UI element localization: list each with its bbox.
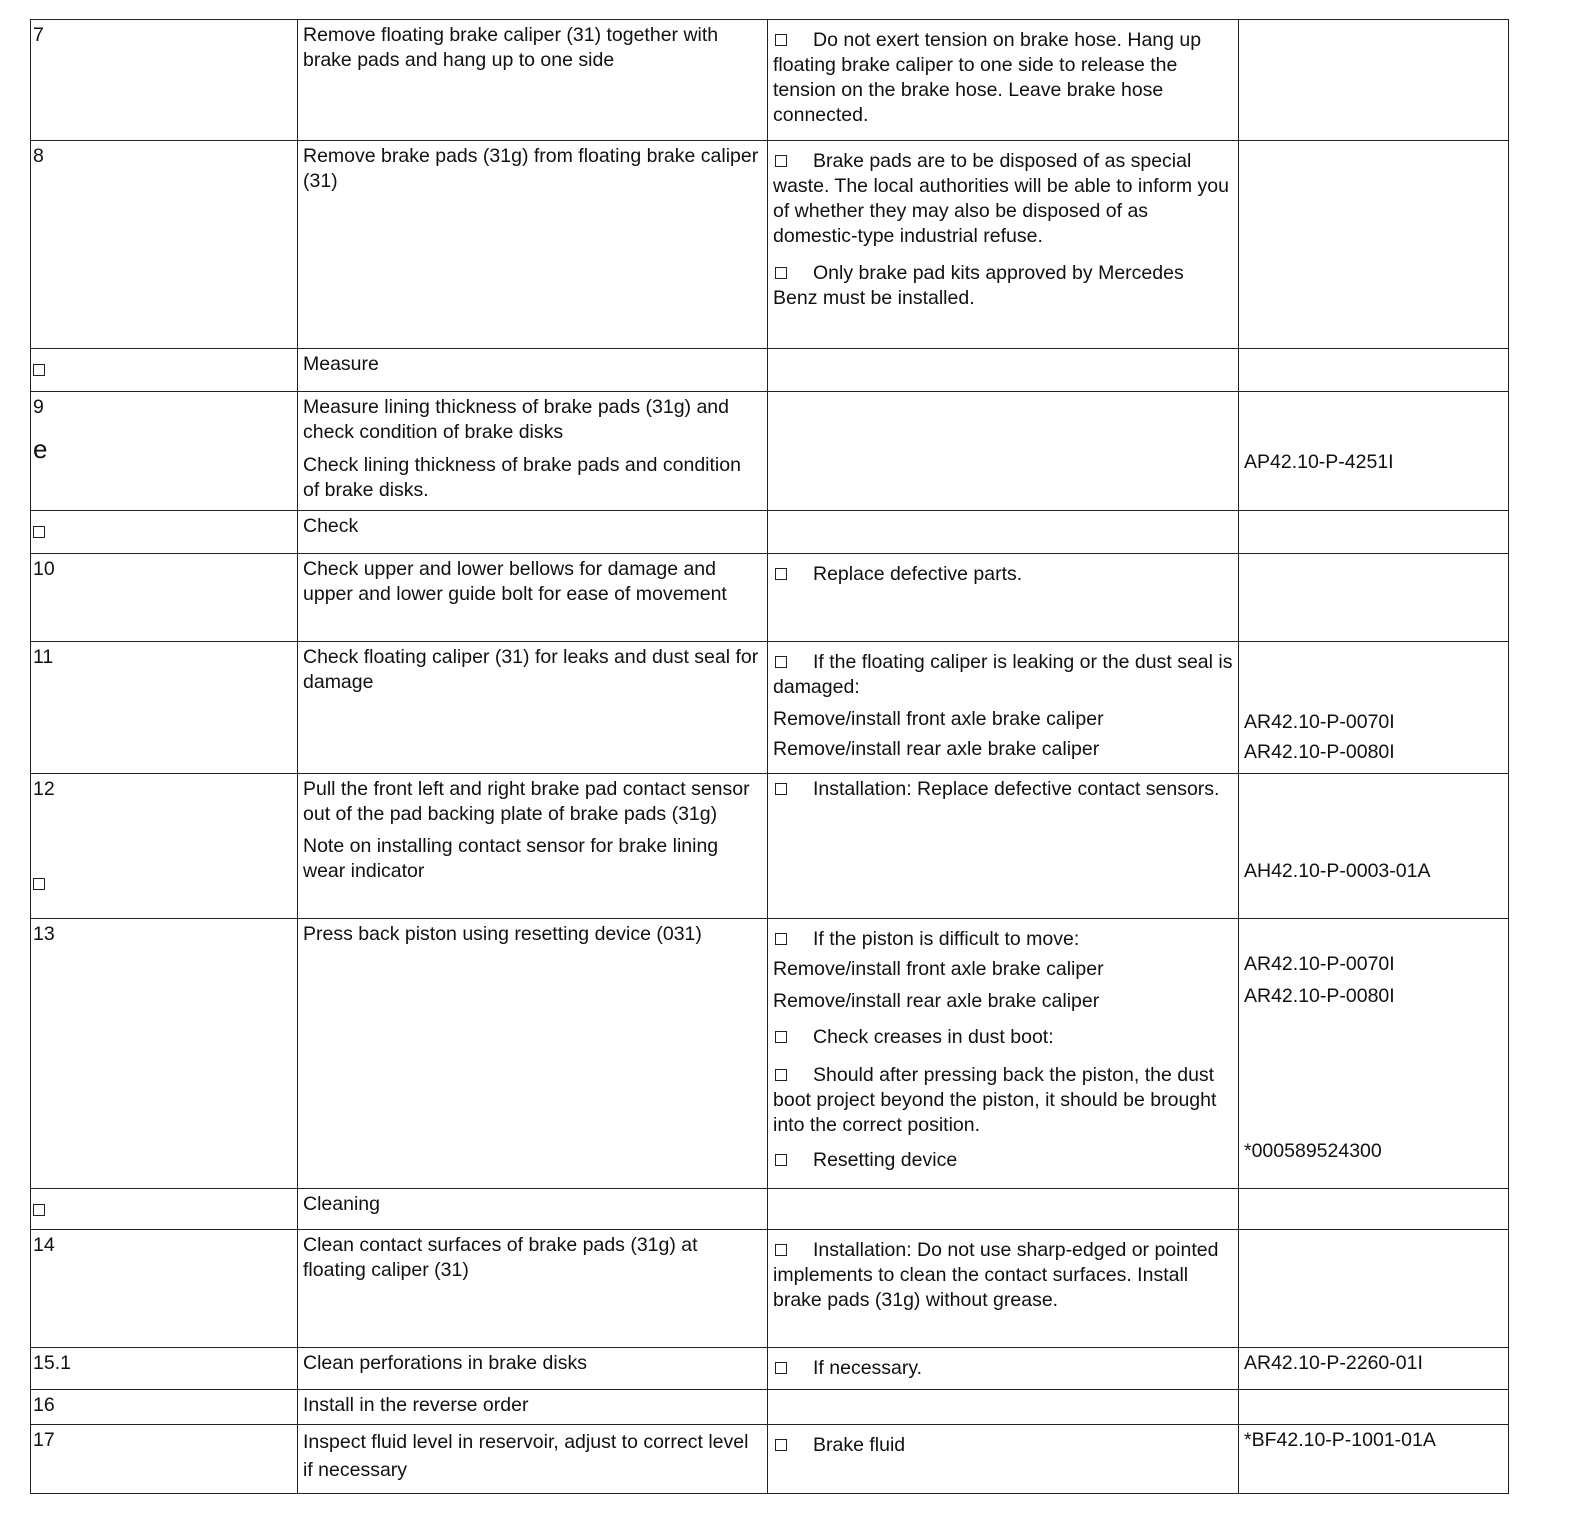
section-reference <box>1239 1189 1509 1230</box>
reference-link[interactable]: AR42.10-P-0080I <box>1244 741 1395 763</box>
section-notes <box>768 349 1239 392</box>
step-notes <box>768 1230 1239 1348</box>
table-row <box>31 20 1509 141</box>
step-reference <box>1239 1348 1509 1390</box>
reference-link[interactable]: *BF42.10-P-1001-01A <box>1244 1429 1436 1451</box>
step-notes <box>768 774 1239 919</box>
checkbox-icon <box>775 267 787 279</box>
checkbox-icon <box>775 1154 787 1166</box>
checkbox-icon <box>775 656 787 668</box>
section-title: Cleaning <box>298 1189 768 1230</box>
note-text: If necessary. <box>813 1357 923 1379</box>
reference-link[interactable]: AR42.10-P-0080I <box>1244 985 1395 1007</box>
reference-link[interactable]: AR42.10-P-0070I <box>1244 953 1395 975</box>
note-text: Resetting device <box>813 1149 958 1171</box>
note-text: Brake pads are to be disposed of as special waste. The local authorities will be able to inform you of whether they may also be disposed of as domestic-type industrial refuse. <box>773 150 1229 247</box>
note-text: Brake fluid <box>813 1434 906 1456</box>
step-notes <box>768 20 1239 141</box>
note-text: Replace defective parts. <box>813 563 1023 585</box>
checkbox-icon <box>775 568 787 580</box>
note-text: Installation: Replace defective contact sensors. <box>813 778 1220 800</box>
step-instruction: Clean contact surfaces of brake pads (31g) at floating caliper (31) <box>298 1230 768 1348</box>
reference-link[interactable]: AH42.10-P-0003-01A <box>1244 860 1431 882</box>
reference-link[interactable]: AP42.10-P-4251I <box>1244 451 1394 473</box>
step-reference <box>1239 141 1509 349</box>
note-text: Do not exert tension on brake hose. Hang up floating brake caliper to one side to release the tension on the brake hose. Leave brake hose connected. <box>773 29 1202 126</box>
step-number-text: 9 <box>33 396 44 418</box>
procedure-link[interactable]: Remove/install front axle brake caliper <box>773 958 1104 980</box>
step-number: 14 <box>31 1230 298 1348</box>
step-reference <box>1239 774 1509 919</box>
checkbox-icon <box>775 155 787 167</box>
checkbox-icon <box>775 1031 787 1043</box>
step-reference <box>1239 642 1509 774</box>
tool-reference-link[interactable]: *000589524300 <box>1244 1140 1382 1162</box>
note-text: Check creases in dust boot: <box>813 1026 1054 1048</box>
step-instruction <box>298 774 768 919</box>
table-row <box>31 642 1509 774</box>
step-notes <box>768 1390 1239 1425</box>
step-text: Check lining thickness of brake pads and condition of brake disks. <box>303 454 741 501</box>
step-reference <box>1239 919 1509 1189</box>
step-notes <box>768 1348 1239 1390</box>
step-notes <box>768 392 1239 511</box>
section-reference <box>1239 511 1509 554</box>
step-reference <box>1239 20 1509 141</box>
step-instruction: Remove brake pads (31g) from floating brake caliper (31) <box>298 141 768 349</box>
checkbox-icon <box>775 933 787 945</box>
section-marker <box>31 1189 298 1230</box>
section-row <box>31 1189 1509 1230</box>
reference-link[interactable]: AR42.10-P-2260-01I <box>1244 1352 1423 1374</box>
table-row <box>31 1425 1509 1494</box>
step-instruction: Press back piston using resetting device (031) <box>298 919 768 1189</box>
step-text: Measure lining thickness of brake pads (31g) and check condition of brake disks <box>303 396 729 443</box>
step-instruction: Inspect fluid level in reservoir, adjust to correct level if necessary <box>298 1425 768 1494</box>
note-text: If the piston is difficult to move: <box>813 928 1080 950</box>
procedure-link[interactable]: Remove/install front axle brake caliper <box>773 708 1104 730</box>
section-row <box>31 511 1509 554</box>
note-text: If the floating caliper is leaking or the dust seal is damaged: <box>773 651 1233 698</box>
step-instruction: Clean perforations in brake disks <box>298 1348 768 1390</box>
checkbox-icon <box>33 878 45 890</box>
checkbox-icon <box>775 783 787 795</box>
procedure-link[interactable]: Remove/install rear axle brake caliper <box>773 738 1100 760</box>
step-notes <box>768 554 1239 642</box>
step-text: Pull the front left and right brake pad contact sensor out of the pad backing plate of brake pads (31g) <box>303 778 750 825</box>
step-number: 8 <box>31 141 298 349</box>
table-row <box>31 1230 1509 1348</box>
step-reference <box>1239 1230 1509 1348</box>
section-title: Measure <box>298 349 768 392</box>
checkbox-icon <box>775 1362 787 1374</box>
checkbox-icon <box>775 34 787 46</box>
step-instruction: Check upper and lower bellows for damage and upper and lower guide bolt for ease of movement <box>298 554 768 642</box>
table-row <box>31 392 1509 511</box>
table-row <box>31 1390 1509 1425</box>
step-notes <box>768 919 1239 1189</box>
step-instruction: Install in the reverse order <box>298 1390 768 1425</box>
table-row <box>31 1348 1509 1390</box>
step-reference <box>1239 1425 1509 1494</box>
step-instruction: Check floating caliper (31) for leaks and dust seal for damage <box>298 642 768 774</box>
note-text: Only brake pad kits approved by Mercedes Benz must be installed. <box>773 262 1184 309</box>
section-notes <box>768 1189 1239 1230</box>
step-number <box>31 774 298 919</box>
note-text: Installation: Do not use sharp-edged or pointed implements to clean the contact surfaces. Install brake pads (31g) without grease. <box>773 1239 1219 1311</box>
checkbox-icon <box>33 1204 45 1216</box>
step-number: 7 <box>31 20 298 141</box>
section-marker <box>31 349 298 392</box>
step-notes <box>768 1425 1239 1494</box>
step-number: 13 <box>31 919 298 1189</box>
reference-link[interactable]: AR42.10-P-0070I <box>1244 711 1395 733</box>
step-notes <box>768 642 1239 774</box>
step-reference <box>1239 554 1509 642</box>
step-number-text: 12 <box>33 778 55 800</box>
checkbox-icon <box>33 364 45 376</box>
step-reference <box>1239 1390 1509 1425</box>
section-notes <box>768 511 1239 554</box>
inspection-symbol-icon: e <box>33 434 48 464</box>
step-reference <box>1239 392 1509 511</box>
table-row <box>31 919 1509 1189</box>
table-row <box>31 774 1509 919</box>
section-row <box>31 349 1509 392</box>
step-instruction: Remove floating brake caliper (31) together with brake pads and hang up to one side <box>298 20 768 141</box>
table-row <box>31 554 1509 642</box>
procedure-table <box>30 19 1509 1494</box>
step-number: 10 <box>31 554 298 642</box>
step-number: 16 <box>31 1390 298 1425</box>
section-marker <box>31 511 298 554</box>
checkbox-icon <box>775 1439 787 1451</box>
table-row <box>31 141 1509 349</box>
step-number <box>31 392 298 511</box>
step-number: 17 <box>31 1425 298 1494</box>
section-title: Check <box>298 511 768 554</box>
work-instructions-table <box>30 19 1530 1494</box>
step-number: 15.1 <box>31 1348 298 1390</box>
checkbox-icon <box>775 1069 787 1081</box>
step-notes <box>768 141 1239 349</box>
section-reference <box>1239 349 1509 392</box>
step-number: 11 <box>31 642 298 774</box>
step-instruction <box>298 392 768 511</box>
checkbox-icon <box>775 1244 787 1256</box>
checkbox-icon <box>33 526 45 538</box>
note-text: Should after pressing back the piston, the dust boot project beyond the piston, it should be brought into the correct position. <box>773 1064 1217 1136</box>
procedure-link[interactable]: Remove/install rear axle brake caliper <box>773 990 1100 1012</box>
step-text: Note on installing contact sensor for brake lining wear indicator <box>303 835 719 882</box>
